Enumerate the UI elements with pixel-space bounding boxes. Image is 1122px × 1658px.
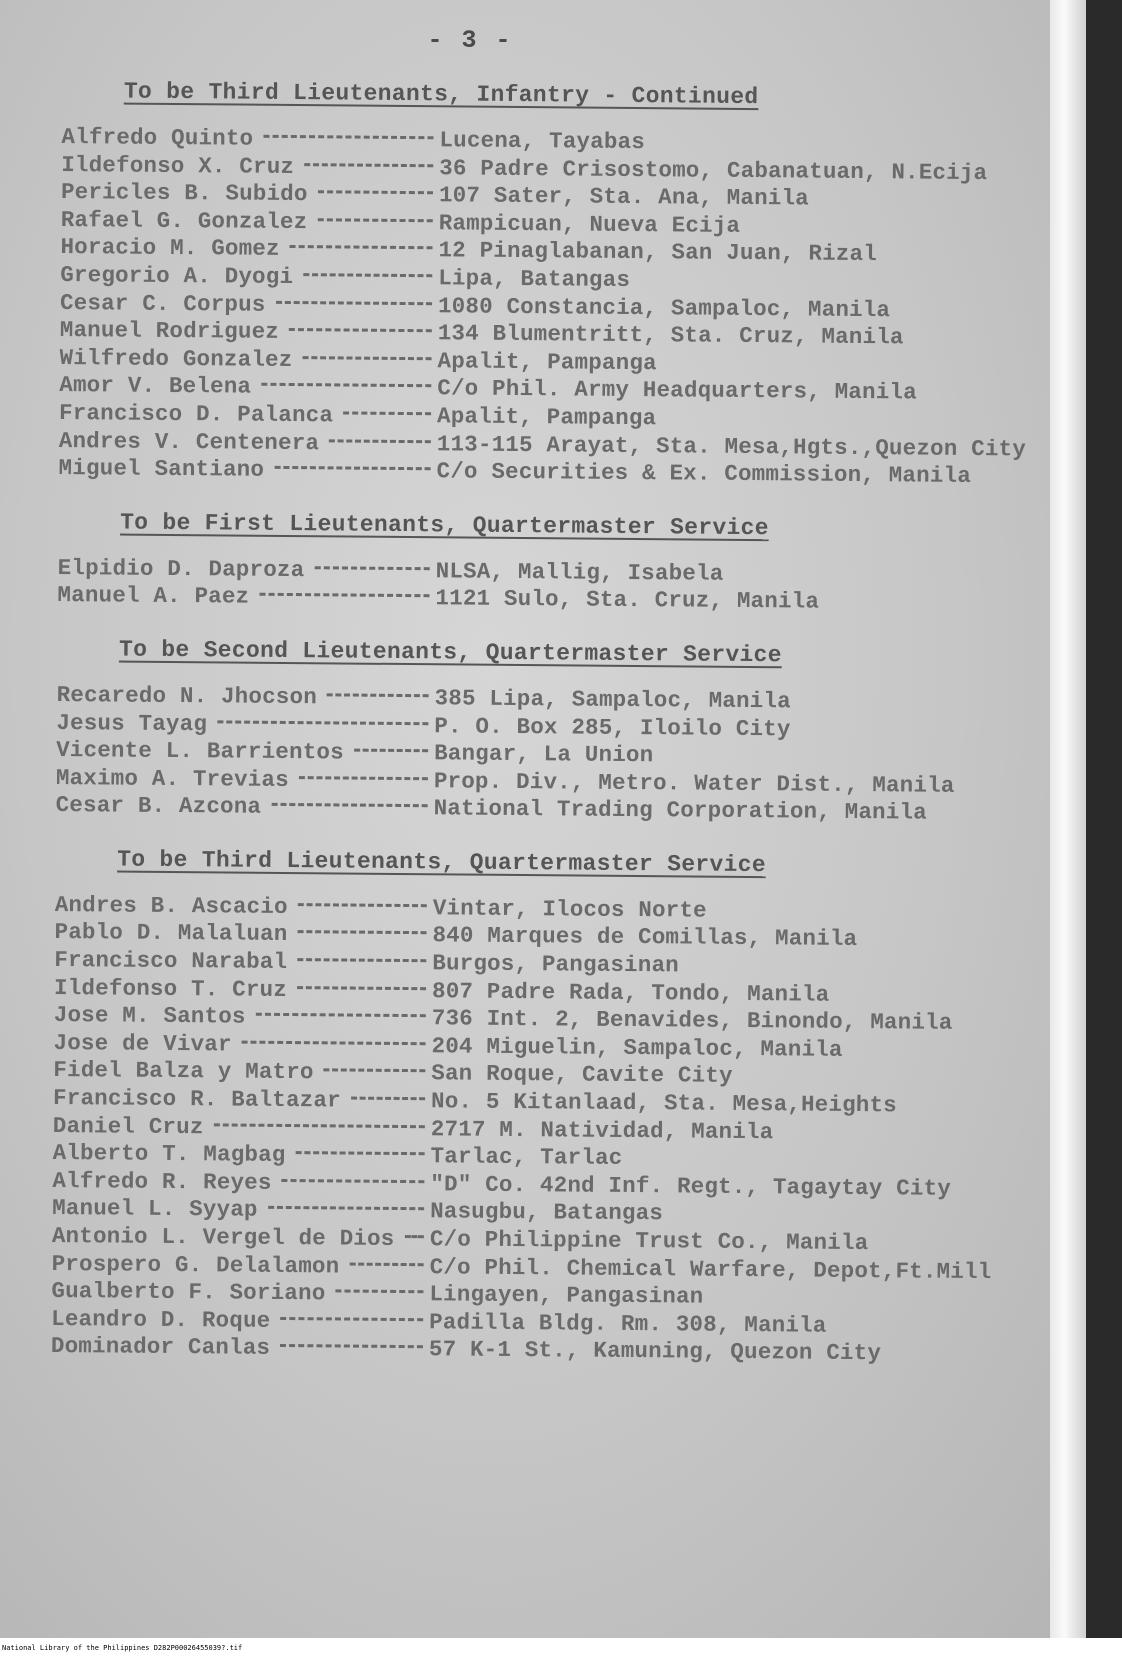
officer-name: Amor V. Belena	[59, 372, 252, 401]
leader-dashes	[276, 300, 432, 304]
entry-name-cell	[61, 179, 439, 208]
section-heading: To be Second Lieutenants, Quartermaster Service	[118, 636, 782, 669]
officer-name: Daniel Cruz	[52, 1112, 204, 1140]
officer-address: No. 5 Kitanlaad, Sta. Mesa,Heights	[430, 1088, 898, 1119]
leader-dashes	[298, 903, 427, 907]
leader-dashes	[217, 720, 428, 725]
entry-name-cell	[54, 919, 432, 948]
leader-dashes	[317, 218, 432, 222]
leader-dashes	[297, 986, 426, 990]
officer-address: Vintar, Ilocos Norte	[432, 895, 707, 924]
officer-name: Manuel L. Syyap	[52, 1195, 258, 1224]
entry-name-cell	[51, 1278, 429, 1307]
officer-name: Jesus Tayag	[56, 709, 208, 737]
entry-name-cell	[56, 709, 434, 738]
entry-name-cell	[52, 1223, 430, 1252]
entry-list	[51, 892, 1085, 1370]
leader-dashes	[261, 383, 431, 387]
entry-name-cell	[55, 892, 433, 921]
officer-address: Apalit, Pampanga	[436, 403, 657, 432]
officer-address: C/o Phil. Army Headquarters, Manila	[437, 375, 917, 406]
entry-name-cell	[53, 1057, 431, 1086]
leader-dashes	[290, 245, 433, 249]
entry-list	[57, 555, 1086, 619]
leader-dashes	[343, 411, 431, 415]
section-heading: To be Third Lieutenants, Quartermaster Service	[117, 846, 766, 879]
leader-dashes	[302, 356, 431, 360]
document-body	[51, 78, 1086, 1396]
leader-dashes	[404, 1235, 423, 1238]
entry-name-cell	[61, 207, 439, 236]
entry-name-cell	[57, 682, 435, 711]
officer-address: "D" Co. 42nd Inf. Regt., Tagaytay City	[430, 1171, 952, 1202]
leader-dashes	[242, 1040, 426, 1045]
officer-name: Prospero G. Delalamon	[51, 1250, 340, 1280]
officer-name: Cesar C. Corpus	[59, 289, 266, 318]
leader-dashes	[297, 958, 426, 962]
officer-name: Leandro D. Roque	[51, 1305, 271, 1334]
officer-name: Rafael G. Gonzalez	[60, 206, 308, 235]
officer-address: P. O. Box 285, Iloilo City	[434, 712, 791, 742]
officer-address: San Roque, Cavite City	[431, 1060, 733, 1090]
officer-address: 57 K-1 St., Kamuning, Quezon City	[428, 1336, 882, 1367]
section-heading: To be First Lieutenants, Quartermaster Service	[120, 509, 769, 541]
officer-name: Andres V. Centenera	[58, 427, 320, 456]
entry-name-cell	[52, 1251, 430, 1280]
entry-name-cell	[56, 765, 434, 794]
officer-name: Ildefonso X. Cruz	[61, 151, 295, 180]
page-number: - 3 -	[427, 26, 513, 55]
officer-address: Lipa, Batangas	[438, 265, 631, 293]
officer-name: Dominador Canlas	[50, 1333, 271, 1362]
officer-name: Alberto T. Magbag	[52, 1140, 286, 1169]
leader-dashes	[299, 776, 428, 780]
officer-name: Horacio M. Gomez	[60, 234, 280, 263]
leader-dashes	[259, 593, 429, 597]
entry-name-cell	[53, 1085, 431, 1114]
leader-dashes	[303, 273, 432, 277]
entry-name-cell	[52, 1195, 430, 1224]
officer-address: National Trading Corporation, Manila	[433, 795, 928, 826]
officer-address: Burgos, Pangasinan	[432, 950, 680, 979]
entry-name-cell	[53, 1113, 431, 1142]
officer-address: 134 Blumentritt, Sta. Cruz, Manila	[437, 320, 904, 351]
officer-name: Manuel A. Paez	[57, 582, 250, 610]
officer-address: C/o Philippine Trust Co., Manila	[429, 1226, 869, 1257]
leader-dashes	[327, 693, 429, 697]
entry-name-cell	[56, 737, 434, 766]
leader-dashes	[268, 1206, 424, 1210]
officer-address: 113-115 Arayat, Sta. Mesa,Hgts.,Quezon City	[436, 430, 1027, 462]
officer-name: Gualberto F. Soriano	[51, 1278, 326, 1307]
officer-address: Nasugbu, Batangas	[430, 1198, 664, 1227]
entry-name-cell	[53, 1030, 431, 1059]
officer-address: C/o Phil. Chemical Warfare, Depot,Ft.Mill	[429, 1253, 992, 1285]
entry-name-cell	[51, 1333, 429, 1362]
entry-name-cell	[59, 400, 437, 429]
leader-dashes	[314, 566, 429, 570]
officer-address: 1121 Sulo, Sta. Cruz, Manila	[435, 585, 820, 615]
entry-name-cell	[54, 1002, 432, 1031]
leader-dashes	[335, 1290, 423, 1294]
officer-address: 807 Padre Rada, Tondo, Manila	[431, 977, 830, 1008]
entry-name-cell	[59, 428, 437, 457]
officer-name: Vicente L. Barrientos	[56, 737, 344, 766]
officer-address: 840 Marques de Comillas, Manila	[432, 922, 858, 953]
officer-name: Alfredo Quinto	[61, 123, 254, 152]
officer-address: Apalit, Pampanga	[437, 348, 657, 376]
officer-address: Padilla Bldg. Rm. 308, Manila	[429, 1309, 827, 1339]
leader-dashes	[296, 1151, 425, 1155]
entry-name-cell	[60, 317, 438, 346]
officer-address: Lingayen, Pangasinan	[429, 1281, 704, 1310]
officer-name: Manuel Rodriguez	[59, 317, 280, 346]
section-heading: To be Third Lieutenants, Infantry - Continued	[123, 78, 759, 111]
leader-dashes	[256, 1013, 426, 1017]
officer-address: 12 Pinaglabanan, San Juan, Rizal	[438, 237, 878, 268]
scan-footer: National Library of the Philippines D282P00026455039?.tif	[0, 1638, 1122, 1658]
officer-address: Bangar, La Union	[434, 740, 654, 769]
officer-address: 36 Padre Crisostomo, Cabanatuan, N.Ecija	[439, 154, 988, 186]
entry-name-cell	[57, 582, 435, 611]
entry-list	[56, 682, 1086, 829]
entry-name-cell	[56, 792, 434, 821]
officer-name: Gregorio A. Dyogi	[60, 261, 294, 290]
officer-address: 1080 Constancia, Sampaloc, Manila	[437, 292, 891, 323]
entry-name-cell	[61, 124, 439, 153]
leader-dashes	[329, 439, 431, 443]
entry-name-cell	[60, 262, 438, 291]
leader-dashes	[280, 1317, 423, 1321]
officer-name: Fidel Balza y Matro	[53, 1057, 314, 1086]
leader-dashes	[318, 190, 433, 194]
leader-dashes	[263, 135, 433, 139]
officer-name: Pablo D. Malaluan	[54, 919, 288, 948]
officer-name: Francisco D. Palanca	[58, 399, 334, 429]
officer-name: Miguel Santiano	[58, 455, 265, 483]
officer-address: 736 Int. 2, Benavides, Binondo, Manila	[431, 1005, 953, 1037]
entry-name-cell	[60, 234, 438, 263]
entry-name-cell	[54, 975, 432, 1004]
entry-name-cell	[51, 1306, 429, 1335]
leader-dashes	[304, 163, 433, 167]
leader-dashes	[349, 1262, 423, 1266]
leader-dashes	[324, 1069, 426, 1073]
entry-name-cell	[52, 1168, 430, 1197]
entry-name-cell	[58, 555, 436, 584]
officer-name: Jose M. Santos	[53, 1002, 246, 1030]
entry-name-cell	[53, 1140, 431, 1169]
officer-address: NLSA, Mallig, Isabela	[435, 557, 724, 587]
officer-address: Tarlac, Tarlac	[430, 1143, 623, 1172]
entry-name-cell	[60, 290, 438, 319]
entry-name-cell	[58, 455, 436, 484]
entry-name-cell	[59, 372, 437, 401]
leader-dashes	[280, 1344, 423, 1348]
officer-address: 2717 M. Natividad, Manila	[430, 1115, 774, 1145]
officer-name: Alfredo R. Reyes	[52, 1167, 272, 1196]
leader-dashes	[351, 1097, 425, 1101]
scan-edge	[1050, 0, 1086, 1638]
leader-dashes	[354, 749, 428, 753]
officer-name: Recaredo N. Jhocson	[56, 681, 318, 711]
officer-address: C/o Securities & Ex. Commission, Manila	[436, 458, 972, 490]
leader-dashes	[271, 803, 427, 807]
leader-dashes	[274, 466, 430, 470]
leader-dashes	[289, 328, 432, 332]
officer-name: Maximo A. Trevias	[55, 764, 289, 793]
entry-list	[58, 124, 1086, 492]
entry-name-cell	[59, 345, 437, 374]
officer-address: 107 Sater, Sta. Ana, Manila	[438, 182, 810, 212]
officer-address: Lucena, Tayabas	[439, 127, 646, 156]
officer-name: Elpidio D. Daproza	[57, 554, 305, 583]
entry-name-cell	[54, 947, 432, 976]
officer-name: Andres B. Ascacio	[54, 891, 288, 920]
leader-dashes	[214, 1123, 425, 1128]
officer-name: Francisco R. Baltazar	[52, 1084, 341, 1114]
leader-dashes	[297, 931, 426, 935]
leader-dashes	[282, 1179, 425, 1183]
officer-address: 385 Lipa, Sampaloc, Manila	[434, 685, 791, 715]
entry-name-cell	[61, 152, 439, 181]
officer-address: Rampicuan, Nueva Ecija	[438, 210, 741, 239]
officer-name: Wilfredo Gonzalez	[59, 344, 293, 373]
officer-address: Prop. Div., Metro. Water Dist., Manila	[433, 767, 955, 799]
officer-name: Pericles B. Subido	[60, 179, 308, 208]
officer-name: Francisco Narabal	[54, 947, 288, 976]
officer-name: Cesar B. Azcona	[55, 792, 262, 821]
officer-name: Ildefonso T. Cruz	[53, 974, 288, 1003]
officer-name: Antonio L. Vergel de Dios	[51, 1222, 395, 1252]
officer-address: 204 Miguelin, Sampaloc, Manila	[431, 1033, 843, 1063]
officer-name: Jose de Vivar	[53, 1029, 232, 1058]
